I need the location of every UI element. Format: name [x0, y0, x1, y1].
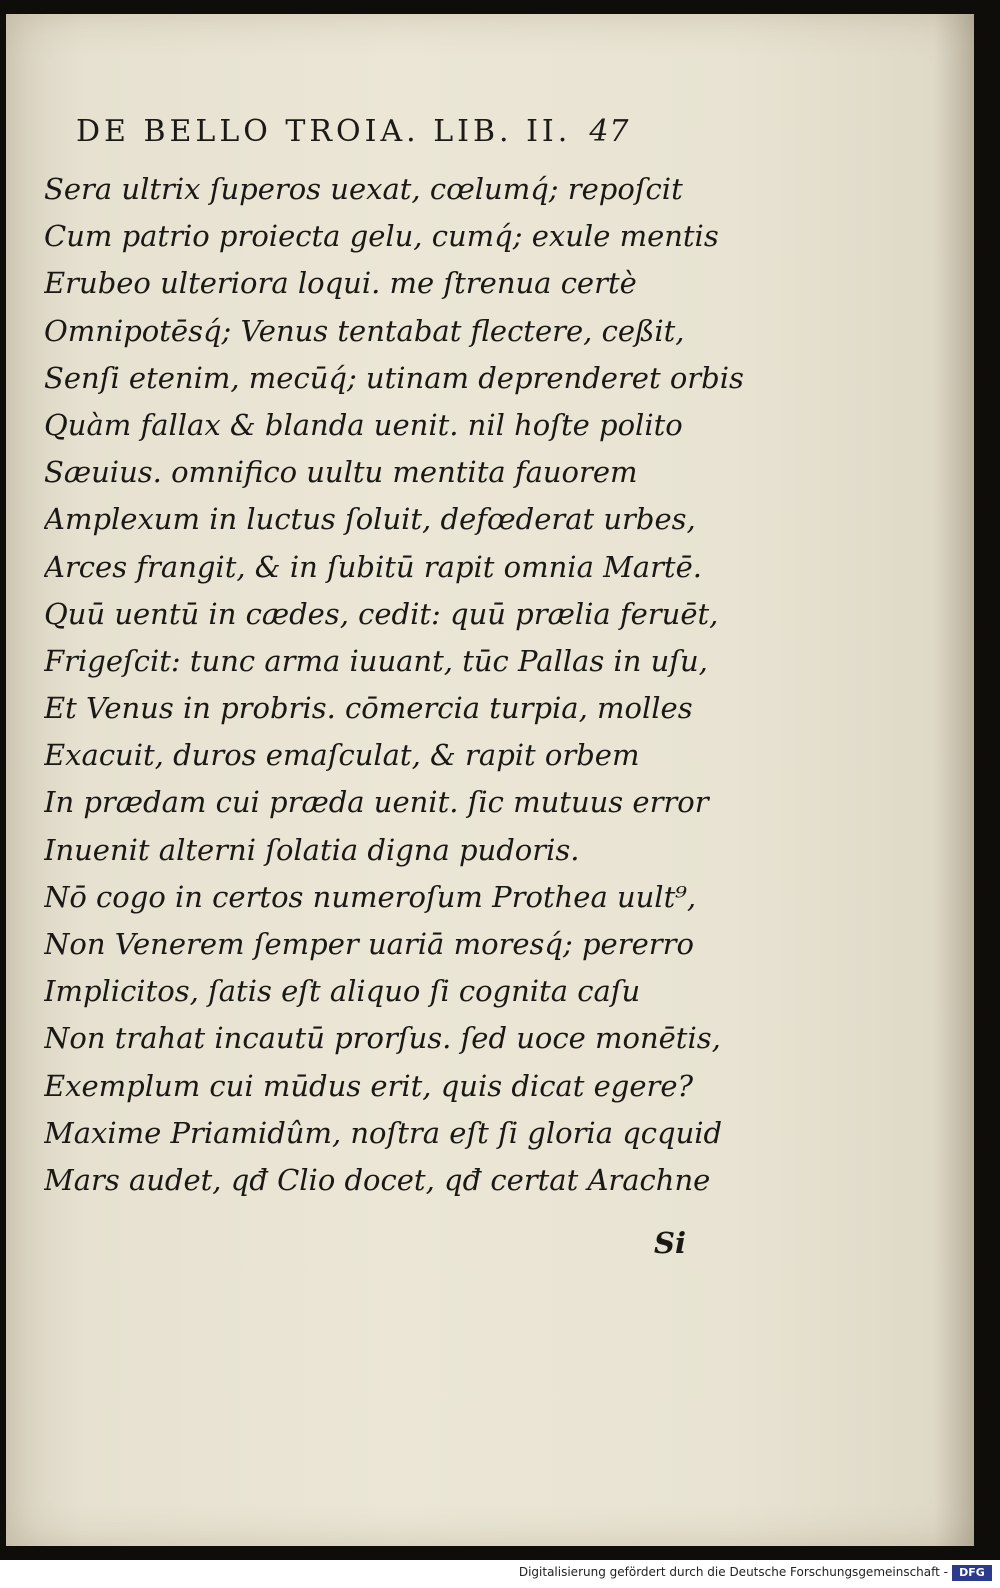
verse-line: Omnipotēsq́; Venus tentabat flectere, ceßit,: [44, 313, 685, 348]
catchword: Si: [654, 1226, 686, 1260]
verse-line: Et Venus in probris. cōmercia turpia, molles: [44, 691, 693, 726]
verse-line: Exacuit, duros emaſculat, & rapit orbem: [44, 738, 640, 773]
verse-line: In prædam cui præda uenit. ſic mutuus error: [44, 785, 709, 820]
verse-line: Maxime Priamidûm, noſtra eſt ſi gloria qcquid: [44, 1115, 723, 1150]
digitization-credit: Digitalisierung gefördert durch die Deutsche Forschungsgemeinschaft -: [518, 1565, 948, 1579]
running-title: DE BELLO TROIA. LIB. II.: [76, 114, 572, 149]
verse-line: Frigeſcit: tunc arma iuuant, tūc Pallas in uſu,: [44, 643, 708, 678]
verse-line: Mars audet, qđ Clio docet, qđ certat Arachne: [44, 1162, 711, 1197]
verse-line: Sera ultrix ſuperos uexat, cœlumq́; repoſcit: [44, 172, 683, 206]
verse-line: Inuenit alterni ſolatia digna pudoris.: [44, 832, 580, 867]
verse-line: Senſi etenim, mecūq́; utinam deprenderet orbis: [44, 360, 744, 395]
verse-line: Nō cogo in certos numeroſum Prothea uult⁹,: [44, 879, 697, 914]
running-head: [76, 114, 776, 149]
verse-line: Sæuius. omnifico uultu mentita fauorem: [44, 455, 638, 490]
verse-block: [44, 166, 744, 1204]
verse-line: Non Venerem ſemper uariā moresq́; pererro: [44, 927, 694, 961]
verse-line: Quàm fallax & blanda uenit. nil hoſte polito: [44, 407, 683, 442]
verse-line: Erubeo ulteriora loqui. me ſtrenua certè: [44, 266, 637, 301]
verse-line: Cum patrio proiecta gelu, cumq́; exule mentis: [44, 219, 719, 254]
verse-line: Exemplum cui mūdus erit, quis dicat egere?: [44, 1068, 694, 1103]
dfg-logo: DFG: [952, 1565, 992, 1581]
verse-line: Amplexum in luctus ſoluit, defœderat urbes,: [44, 502, 696, 537]
verse-line: Quū uentū in cædes, cedit: quū prælia feruēt,: [44, 596, 719, 631]
verse-line: Implicitos, ſatis eſt aliquo ſi cognita caſu: [44, 974, 641, 1009]
page-number: 47: [589, 114, 630, 149]
footer-bar: [0, 1560, 1000, 1588]
book-page: [6, 14, 974, 1546]
verse-line: Non trahat incautū prorſus. ſed uoce monētis,: [44, 1021, 721, 1056]
verse-line: Arces frangit, & in ſubitū rapit omnia Martē.: [44, 549, 702, 584]
